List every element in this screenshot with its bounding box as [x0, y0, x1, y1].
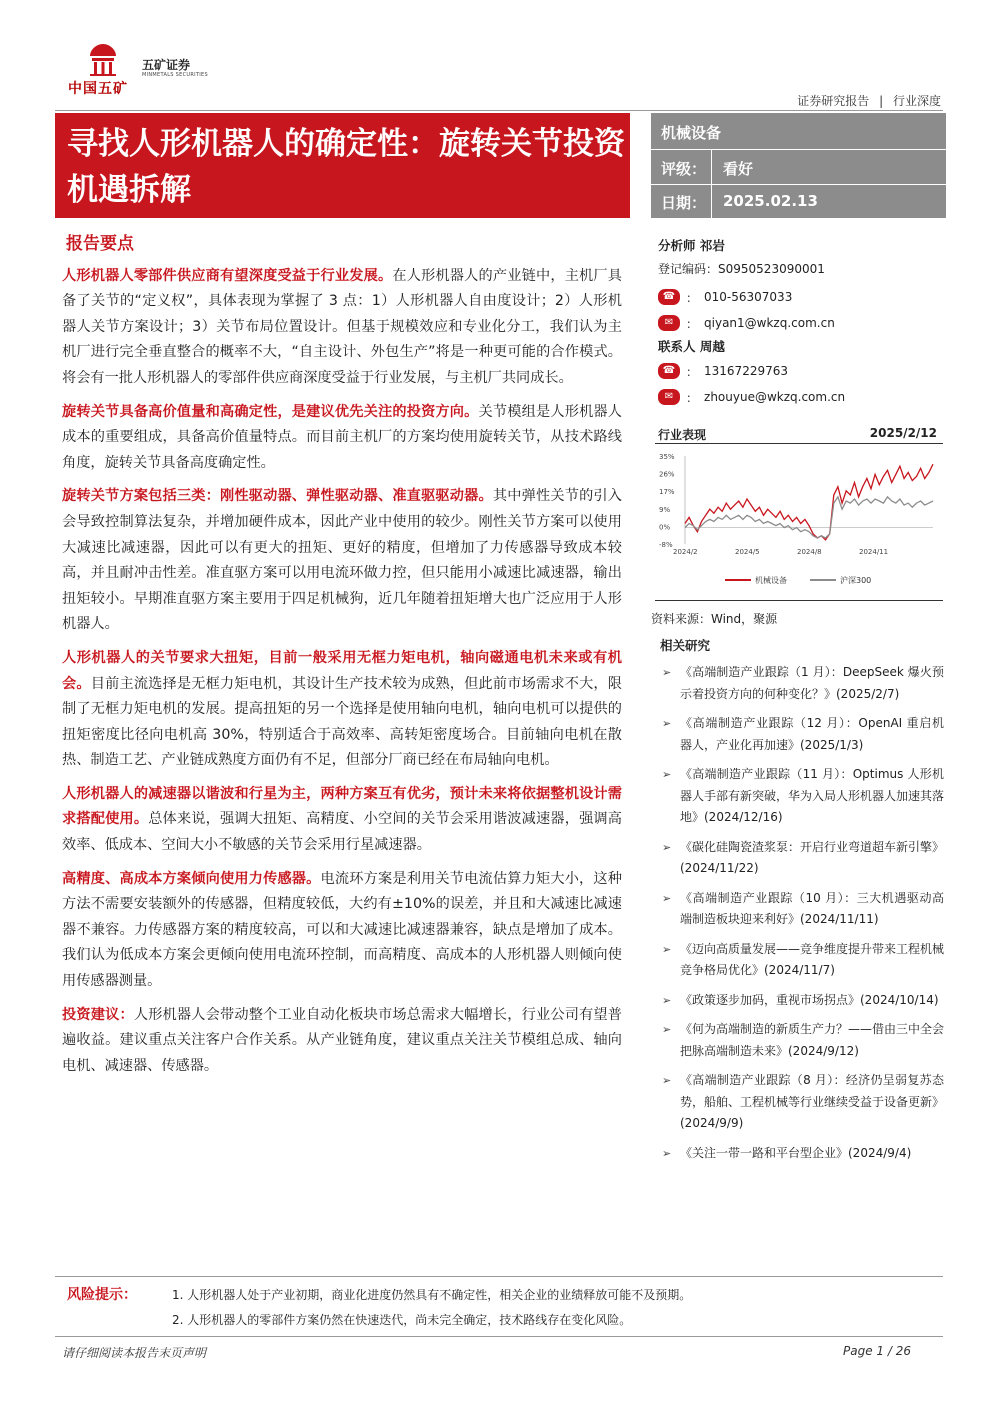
- rating-value: 看好: [723, 160, 754, 178]
- logo-group-name: 中国五矿: [68, 81, 128, 97]
- related-research-item[interactable]: [662, 990, 944, 1012]
- arrow-bullet-icon: ➢: [662, 666, 672, 679]
- paragraph-lead: 人形机器人的减速器以谐波和行星为主，两种方案互有优劣，预计未来将依据整机设计需求搭配使用。: [62, 785, 622, 828]
- y-tick-label: 35%: [659, 453, 675, 461]
- info-divider: [651, 149, 946, 150]
- disclaimer-note: 请仔细阅读本报告末页声明: [62, 1346, 207, 1360]
- industry-performance-chart: [655, 425, 943, 601]
- arrow-bullet-icon: ➢: [662, 717, 672, 730]
- report-type: 证券研究报告: [797, 94, 870, 108]
- date-value: 2025.02.13: [723, 192, 818, 210]
- related-research-text: 《迈向高质量发展——竞争维度提升带来工程机械竞争格局优化》(2024/11/7): [680, 941, 945, 977]
- related-research-item[interactable]: [662, 713, 944, 756]
- email-address[interactable]: zhouyue@wkzq.com.cn: [704, 390, 846, 404]
- registration-number: S0950523090001: [718, 262, 825, 276]
- report-title: 寻找人形机器人的确定性：旋转关节投资机遇拆解: [67, 126, 625, 208]
- title-banner: [55, 113, 630, 218]
- contact-phone: ☎ ： 13167229763: [658, 358, 845, 384]
- x-tick-label: 2024/2: [673, 548, 698, 556]
- y-tick-label: 17%: [659, 488, 675, 497]
- arrow-bullet-icon: ➢: [662, 993, 672, 1007]
- analyst-email: ✉ ： qiyan1@wkzq.com.cn: [658, 310, 845, 336]
- summary-paragraph: [62, 264, 622, 392]
- report-summary: [62, 232, 622, 1087]
- related-research-item[interactable]: [662, 1019, 944, 1062]
- related-research-text: 《高端制造产业跟踪（11 月）：Optimus 人形机器人手部有新突破，华为入局人形机器人加速其落地》(2024/12/16): [680, 767, 945, 824]
- related-research-item[interactable]: [662, 888, 944, 931]
- logo-brand-en: MINMETALS SECURITIES: [142, 72, 208, 78]
- arrow-bullet-icon: ➢: [662, 1023, 672, 1036]
- report-depth: 行业深度: [892, 94, 941, 108]
- logo-brand-name: 五矿证券: [142, 58, 191, 72]
- paragraph-lead: 人形机器人的关节要求大扭矩，目前一般采用无框力矩电机，轴向磁通电机未来或有机会。: [62, 649, 622, 692]
- related-research-text: 《关注一带一路和平台型企业》(2024/9/4): [680, 1145, 912, 1160]
- paragraph-lead: 旋转关节具备高价值量和高确定性，是建议优先关注的投资方向。: [62, 403, 479, 420]
- phone-number: 010-56307033: [704, 290, 793, 304]
- registration-line: [658, 260, 845, 284]
- paragraph-lead: 投资建议：: [62, 1006, 134, 1023]
- arrow-bullet-icon: ➢: [662, 768, 672, 781]
- rating-label: 评级：: [661, 160, 707, 178]
- arrow-bullet-icon: ➢: [662, 840, 672, 854]
- paragraph-body: 总体来说，强调大扭矩、高精度、小空间的关节会采用谐波减速器，强调高效率、低成本、空间大小不敏感的关节会采用行星减速器。: [62, 811, 622, 854]
- chart-plot: [655, 444, 943, 599]
- related-research-title: 相关研究: [660, 638, 711, 653]
- related-research-text: 《高端制造产业跟踪（8 月）：经济仍呈弱复苏态势，船舶、工程机械等行业继续受益于设备更新》(2024/9/9): [680, 1073, 945, 1130]
- registration-label: 登记编码：: [658, 262, 719, 276]
- y-tick-label: 9%: [659, 505, 671, 514]
- paragraph-lead: 旋转关节方案包括三类：刚性驱动器、弹性驱动器、准直驱驱动器。: [62, 488, 493, 505]
- paragraph-body: 在人形机器人的产业链中，主机厂具备了关节的“定义权”，具体表现为掌握了 3 点：1）人形机器人自由度设计；2）人形机器人关节方案设计；3）关节布局位置设计。但基于规模效应和专业化分工，我们认为主机厂进行完全垂直整合的概率不大，“自主设计、外包生产”将是一种更可能的合作模式。将会有一批人形机器人的零部件供应商深度受益于行业发展，与主机厂共同成长。: [62, 267, 622, 386]
- date-label: 日期：: [661, 194, 707, 212]
- header-divider: [55, 110, 943, 111]
- legend-label: 机械设备: [755, 576, 787, 585]
- email-address[interactable]: qiyan1@wkzq.com.cn: [704, 316, 835, 330]
- email-icon: ✉: [658, 389, 680, 405]
- related-research-text: 《高端制造产业跟踪（12 月）：OpenAI 重启机器人，产业化再加速》(2025/1/3): [680, 716, 944, 752]
- risk-divider: [55, 1276, 943, 1277]
- analyst-block: [658, 236, 845, 410]
- related-research-item[interactable]: [662, 939, 944, 982]
- related-research-text: 《何为高端制造的新质生产力？——借由三中全会把脉高端制造未来》(2024/9/12): [680, 1022, 945, 1058]
- contact-title: 联系人 周越: [658, 339, 725, 354]
- x-tick-label: 2024/5: [735, 548, 760, 556]
- legend-label: 沪深300: [840, 576, 872, 585]
- company-logo: [62, 42, 222, 98]
- analyst-phone: ☎ ： 010-56307033: [658, 284, 845, 310]
- related-research-item[interactable]: [662, 837, 944, 880]
- phone-number: 13167229763: [704, 364, 788, 378]
- risk-item: 1. 人形机器人处于产业初期，商业化进度仍然具有不确定性，相关企业的业绩释放可能不及预期。: [172, 1288, 692, 1302]
- arrow-bullet-icon: ➢: [662, 891, 672, 905]
- paragraph-lead: 人形机器人零部件供应商有望深度受益于行业发展。: [62, 267, 393, 284]
- summary-paragraph: [62, 484, 622, 638]
- related-research-text: 《高端制造产业跟踪（1 月）：DeepSeek 爆火预示着投资方向的何种变化？》(2025/2/7): [680, 665, 944, 701]
- info-column-divider: [711, 150, 712, 218]
- arrow-bullet-icon: ➢: [662, 1146, 672, 1160]
- related-research-text: 《高端制造产业跟踪（10 月）：三大机遇驱动高端制造板块迎来利好》(2024/11/11): [680, 890, 944, 926]
- chart-source: 资料来源：Wind，聚源: [651, 612, 778, 626]
- chart-bottom-rule: [655, 600, 943, 601]
- related-research-text: 《碳化硅陶瓷渣浆泵：开启行业弯道超车新引擎》(2024/11/22): [680, 839, 945, 875]
- info-divider: [651, 184, 946, 185]
- analyst-title: 分析师 祁岩: [658, 238, 725, 253]
- y-tick-label: 26%: [659, 470, 675, 479]
- summary-paragraph: [62, 782, 622, 859]
- paragraph-body: 电流环方案是利用关节电流估算力矩大小，这种方法不需要安装额外的传感器，但精度较低，大约有±10%的误差，并且和大减速比减速器不兼容。力传感器方案的精度较高，可以和大减速比减速器兼容，缺点是增加了成本。我们认为低成本方案会更倾向使用电流环控制，而高精度、高成本的人形机器人则倾向使用传感器测量。: [62, 870, 622, 990]
- related-research-list: [662, 662, 944, 1172]
- series-line: [685, 464, 933, 540]
- paragraph-body: 人形机器人会带动整个工业自动化板块市场总需求大幅增长，行业公司有望普遍收益。建议重点关注客户合作关系。从产业链角度，建议重点关注关节模组总成、轴向电机、减速器、传感器。: [62, 1006, 622, 1074]
- related-research-item[interactable]: [662, 1070, 944, 1135]
- related-research-item[interactable]: [662, 1143, 944, 1165]
- series-line: [685, 497, 933, 538]
- email-icon: ✉: [658, 315, 680, 331]
- industry-name: 机械设备: [661, 124, 722, 142]
- rating-info-box: [651, 113, 946, 218]
- x-tick-label: 2024/11: [859, 548, 889, 556]
- x-tick-label: 2024/8: [797, 548, 822, 556]
- report-category: 证券研究报告 | 行业深度: [797, 94, 941, 108]
- footer-divider: [55, 1336, 943, 1337]
- chart-title: 行业表现: [658, 428, 707, 442]
- summary-paragraph: [62, 400, 622, 477]
- y-tick-label: -8%: [659, 541, 673, 549]
- risk-label: 风险提示：: [67, 1287, 137, 1303]
- phone-icon: ☎: [658, 289, 680, 305]
- summary-paragraph: [62, 646, 622, 774]
- paragraph-lead: 高精度、高成本方案倾向使用力传感器。: [62, 870, 321, 887]
- page-number: Page 1 / 26: [843, 1344, 911, 1358]
- section-title: 报告要点: [66, 234, 134, 254]
- arrow-bullet-icon: ➢: [662, 1074, 672, 1087]
- paragraph-body: 目前主流选择是无框力矩电机，其设计生产技术较为成熟，但此前市场需求不大，限制了无框力矩电机的发展。提高扭矩的另一个选择是使用轴向电机，轴向电机可以提供的扭矩密度比径向电机高 30%，特别适合于高效率、高转矩密度场合。目前轴向电机在散热、制造工艺、产业链成熟度方面仍有不足，但部分厂商已经在布局轴向电机。: [62, 675, 622, 769]
- contact-email: ✉ ： zhouyue@wkzq.com.cn: [658, 384, 845, 410]
- paragraph-body: 关节模组是人形机器人成本的重要组成，具备高价值量特点。而目前主机厂的方案均使用旋转关节，从技术路线角度，旋转关节具备高度确定性。: [62, 403, 622, 471]
- paragraph-body: 其中弹性关节的引入会导致控制算法复杂，并增加硬件成本，因此产业中使用的较少。刚性关节方案可以使用大减速比减速器，因此可以有更大的扭矩、更好的精度，但增加了力传感器导致成本较高，并且耐冲击性差。准直驱方案可以用电流环做力控，但只能用小减速比减速器，输出扭矩较小。早期准直驱方案主要用于四足机械狗，近几年随着扭矩增大也广泛应用于人形机器人。: [62, 488, 622, 633]
- summary-paragraph: [62, 867, 622, 995]
- arrow-bullet-icon: ➢: [662, 942, 672, 956]
- related-research-item[interactable]: [662, 764, 944, 829]
- investment-advice: [62, 1003, 622, 1080]
- chart-date: 2025/2/12: [869, 426, 937, 440]
- phone-icon: ☎: [658, 363, 680, 379]
- logo-mark-icon: [88, 42, 118, 76]
- related-research-item[interactable]: [662, 662, 944, 705]
- y-tick-label: 0%: [659, 523, 671, 532]
- related-research-text: 《政策逐步加码，重视市场拐点》(2024/10/14): [680, 992, 939, 1007]
- risk-item: 2. 人形机器人的零部件方案仍然在快速迭代，尚未完全确定，技术路线存在变化风险。: [172, 1313, 632, 1327]
